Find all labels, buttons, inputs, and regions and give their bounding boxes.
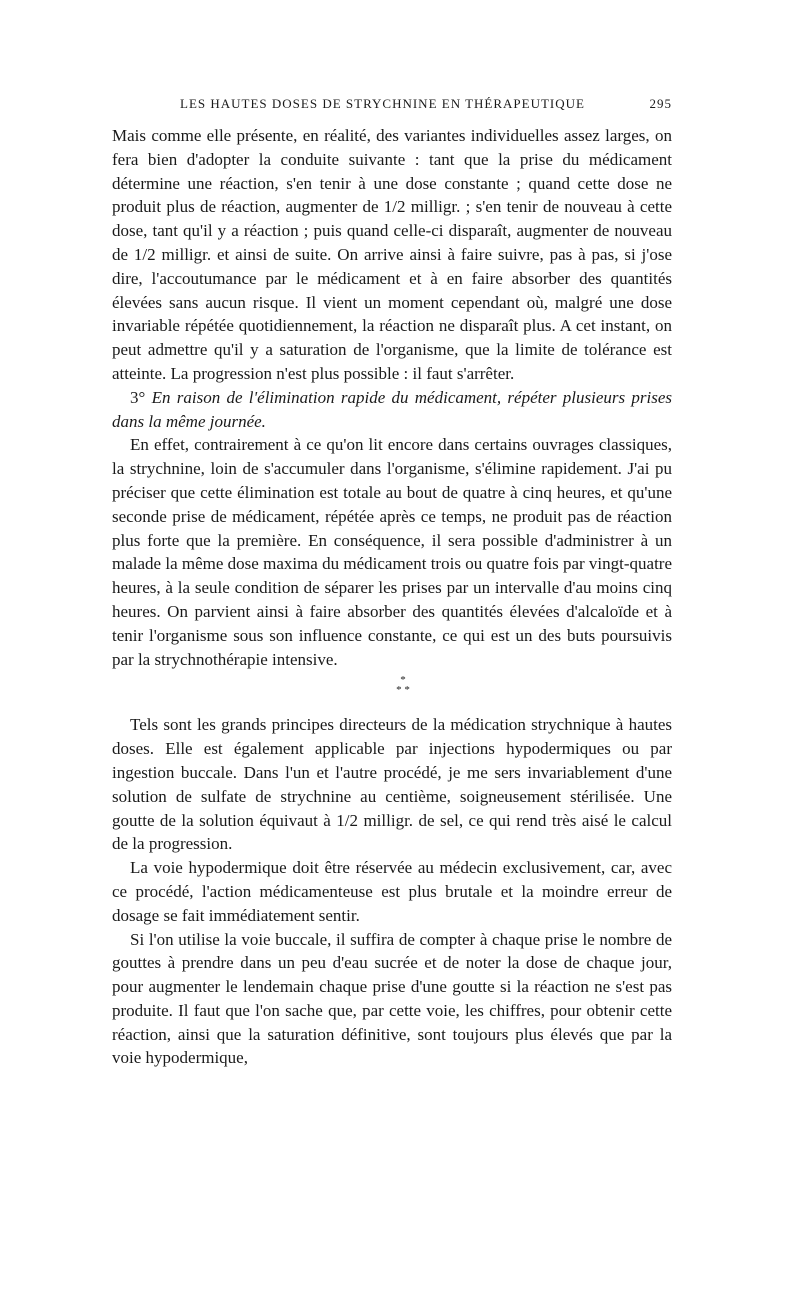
running-title: LES HAUTES DOSES DE STRYCHNINE EN THÉRAPEUTIQUE [180,96,585,111]
asterism-top: * [400,674,406,687]
paragraph-dose-progression: Mais comme elle présente, en réalité, des variantes individuelles assez larges, on fera bien d'adopter la conduite suivante : tant que la prise du médicament détermine une réaction, s'en tenir à une dose constante ; quand cette dose ne produit plus de réaction, augmenter de 1/2 milligr. ; s'en tenir de nouveau à cette dose, tant qu'il y a réaction ; puis quand celle-ci disparaît, augmenter de nouveau de 1/2 milligr. et ainsi de suite. On arrive ainsi à faire suivre, pas à pas, si j'ose dire, l'accoutumance par le médicament et à en faire absorber des quantités élevées sans aucun risque. Il vient un moment cependant où, malgré une dose invariable répétée quotidiennement, la réaction ne disparaît plus. A cet instant, on peut admettre qu'il y a saturation de l'organisme, que la limite de tolérance est atteinte. La progression n'est plus possible : il faut s'arrêter. [112,126,672,383]
page-number: 295 [649,96,672,111]
paragraph-principles: Tels sont les grands principes directeurs de la médication strychnique à hautes doses. Elle est également applicable par injections hypodermiques ou par ingestion buccale. Dans l'un et l'autre procédé, je me sers invariablement d'une solution de sulfate de strychnine au centième, soigneusement stérilisée. Une goutte de la solution équivaut à 1/2 milligr. de sel, ce qui rend très aisé le calcul de la progression. [112,715,672,854]
section-title: En raison de l'élimination rapide du médicament, répéter plusieurs prises dans la même journée. [112,387,673,431]
asterism-bottom: * * [396,684,410,697]
paragraph-hypodermic: La voie hypodermique doit être réservée au médecin exclusivement, car, avec ce procédé, l'action médicamenteuse est plus brutale et la moindre erreur de dosage se fait immédiatement sentir. [112,858,672,925]
paragraph-elimination: En effet, contrairement à ce qu'on lit encore dans certains ouvrages classiques, la strychnine, loin de s'accumuler dans l'organisme, s'élimine rapidement. J'ai pu préciser que cette élimination est totale au bout de quatre à cinq heures, et qu'une seconde prise de médicament, répétée après ce temps, ne produit pas de réaction plus forte que la première. En conséquence, il sera possible d'administrer à un malade la même dose maxima du médicament trois ou quatre fois par vingt-quatre heures, à la seule condition de séparer les prises par un intervalle d'au moins cinq heures. On parvient ainsi à faire absorber des quantités élevées d'alcaloïde et à tenir l'organisme sous son influence constante, ce qui est un des buts poursuivis par la strychnothérapie intensive. [112,435,672,669]
running-header [112,96,672,118]
book-page [112,96,672,1070]
section-heading-3 [112,386,672,434]
section-number: 3° [130,387,146,407]
body-text [112,124,672,1070]
paragraph-oral-route: Si l'on utilise la voie buccale, il suffira de compter à chaque prise le nombre de gouttes à prendre dans un peu d'eau sucrée et de noter la dose de chaque jour, pour augmenter le lendemain chaque prise d'une goutte si la réaction ne s'est pas produite. Il faut que l'on sache que, par cette voie, les chiffres, pour obtenir cette réaction, ainsi que la saturation définitive, sont toujours plus élevés que par la voie hypodermique, [112,929,672,1068]
asterism-divider [112,675,672,699]
